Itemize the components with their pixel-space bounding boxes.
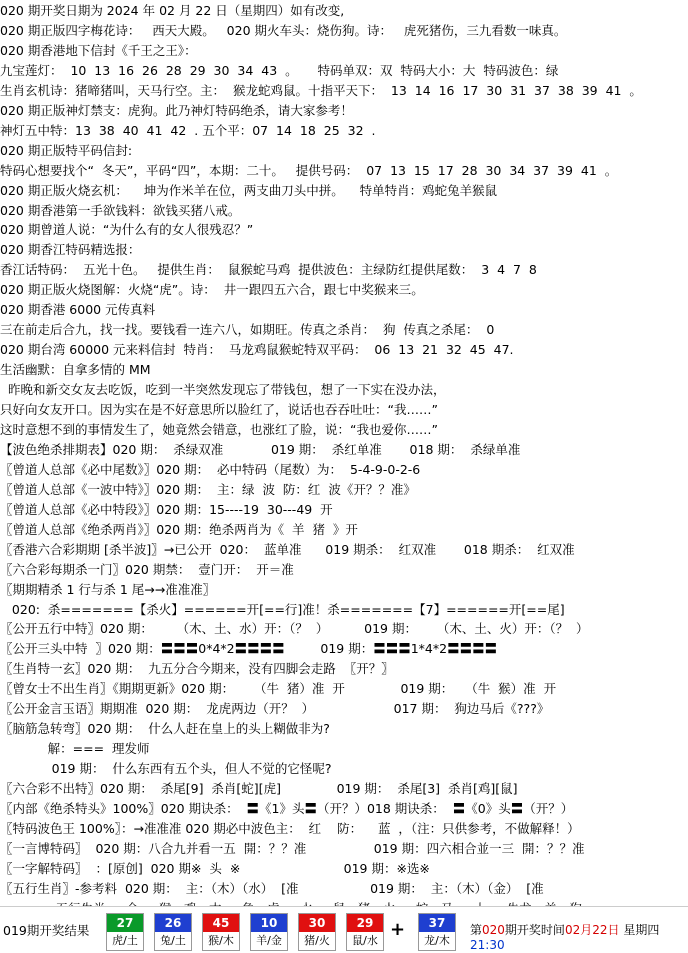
text-line: 〖脑筋急转弯〗020 期： 什么人赶在皇上的头上糊做非为? (0, 721, 330, 737)
result-ball-number: 45 (203, 914, 239, 932)
result-ball-number: 29 (347, 914, 383, 932)
result-ball-zodiac: 羊/金 (256, 934, 282, 947)
result-ball-zodiac: 兔/土 (160, 934, 186, 947)
text-line: 020 期曾道人说：“为什么有的女人很残忍？” (0, 222, 254, 238)
special-ball (418, 913, 456, 951)
result-ball (298, 913, 336, 951)
text-line: 020 期正版火烧图解：火烧“虎”。诗： 井一跟四五六合，跟七中奖猴来三。 (0, 282, 424, 298)
text-line: 这时意想不到的事情发生了，她竟然会错意，也涨红了脸，说：“我也爱你……” (0, 421, 438, 437)
text-line: 020 期台湾 60000 元来料信封 特肖： 马龙鸡鼠猴蛇特双平码： 06 13 21 32 45 47. (0, 342, 514, 358)
text-line: 【波色绝杀排期表】020 期： 杀绿双准 019 期： 杀红单准 018 期： 杀绿单准 (0, 441, 521, 457)
text-line: 〖六合彩不出特〗020 期： 杀尾[9] 杀肖[蛇][虎] 019 期： 杀尾[3] 杀肖[鸡][鼠] (0, 781, 518, 797)
next-draw-mid: 期开奖时间 (504, 923, 565, 937)
text-line: 生活幽默：自拿多情的 MM (0, 362, 151, 378)
next-draw-time: 21:30 (470, 938, 505, 952)
text-line: 〖公开五行中特〗020 期： （木、土、水）开：（？ ） 019 期： （木、土、火）开：（？ ） (0, 621, 589, 637)
result-ball (250, 913, 288, 951)
result-ball-zodiac: 猪/火 (304, 934, 330, 947)
text-line: 九宝莲灯： 10 13 16 26 28 29 30 34 43 。 特码单双：双 特码大小：大 特码波色：绿 (0, 62, 559, 78)
next-draw-date: 02月22日 (564, 923, 620, 937)
text-line: 020 期正版神灯禁支：虎狗。此乃神灯特码绝杀，请大家参考！ (0, 102, 353, 118)
text-line: 〖公开金言玉语〗期期准 020 期： 龙虎两边（开？ ） 017 期： 狗边马后《???》 (0, 701, 550, 717)
text-line: 020 期正版火烧玄机： 坤为作米羊在位，两支曲刀头中拼。 特单特肖：鸡蛇兔羊猴鼠 (0, 182, 498, 198)
result-ball-number: 27 (107, 914, 143, 932)
text-line: 020 期正版特平码信封: (0, 142, 133, 158)
text-line: 〖曾道人总部《必中尾数》〗020 期： 必中特码（尾数）为： 5-4-9-0-2-6 (0, 461, 421, 477)
text-line: 020 期正版四字梅花诗： 西天大殿。 020 期火车头：烧伤狗。诗： 虎死猪伤，三九看数一味真。 (0, 22, 567, 38)
text-line: 020 期香江特码精选报： (0, 242, 141, 258)
special-ball-number: 37 (419, 914, 455, 932)
text-line: 〖香港六合彩期期 [杀半波]〗→已公开 020： 蓝单准 019 期杀： 红双准 018 期杀： 红双准 (0, 541, 575, 557)
result-ball-zodiac: 虎/土 (112, 934, 138, 947)
next-draw-info (470, 921, 688, 952)
text-line: 〖曾道人总部《必中特段》〗020 期：15----19 30---49 开 (0, 501, 333, 517)
text-line: 020 期开奖日期为 2024 年 02 月 22 日（星期四）如有改变, (0, 3, 345, 18)
result-ball-zodiac: 猴/木 (208, 934, 234, 947)
special-ball-zodiac: 龙/木 (424, 934, 450, 947)
next-draw-weekday: 星期四 (623, 923, 660, 937)
text-line: 三在前走后合九，找一找。要钱看一连六八，如期旺。传真之杀肖： 狗 传真之杀尾： 0 (0, 322, 495, 338)
text-line: 解：=== 理发师 (0, 741, 150, 757)
text-line: 020 期香港第一手欲钱料：欲钱买猪八戒。 (0, 202, 241, 218)
next-draw-issue: 020 (482, 923, 505, 937)
text-line: 〖曾道人总部《绝杀两肖》〗020 期：绝杀两肖为《 羊 猪 》开 (0, 521, 358, 537)
plus-sign: + (390, 919, 406, 940)
result-ball-zodiac: 鼠/水 (352, 934, 378, 947)
text-line: 〖一言博特码〗 020 期：八合九并看一五 開：？？准 019 期：四六相合並一三 開：？？准 (0, 840, 585, 856)
text-line: 〖曾道人总部《一波中特》〗020 期： 主：绿 波 防：红 波《开？？准》 (0, 481, 416, 497)
result-ball-number: 30 (299, 914, 335, 932)
text-line: 〖生肖特一玄〗020 期： 九五分合今期来，没有四脚会走路 〖开？〗 (0, 661, 394, 677)
result-ball (202, 913, 240, 951)
text-line: 〖六合彩每期杀一门〗020 期禁： 壹门开： 开＝准 (0, 561, 294, 577)
text-line: 〖一字解特码〗 ：[原创] 020 期※ 头 ※ 019 期：※选※ (0, 860, 430, 876)
text-line: 020: 杀=======【杀火】======开[==行]准！杀=======【7】======开[==尾] (0, 601, 565, 617)
text-line: 〖期期精杀 1 行与杀 1 尾→→准准准〗 (0, 581, 216, 597)
text-line: 019 期： 什么东西有五个头，但人不觉的它怪呢? (0, 761, 332, 777)
text-line: 〖曾女士不出生肖〗《期期更新》020 期： （牛 猪）准 开 019 期： （牛 猴）准 开 (0, 681, 557, 697)
text-line: 020 期香港地下信封《千王之王》： (0, 42, 197, 58)
result-ball-number: 26 (155, 914, 191, 932)
text-line: 〖特码波色王 100%〗：→准准准 020 期必中波色主： 红 防： 蓝 ，（注：只供参考，不做解释！） (0, 820, 580, 836)
text-line: 020 期香港 6000 元传真料 (0, 302, 156, 318)
text-line: 生肖玄机诗：猪啼猪叫，天马行空。主： 猴龙蛇鸡鼠。十指平天下： 13 14 16 17 30 31 37 38 39 41 。 (0, 82, 642, 98)
next-draw-prefix: 第 (470, 923, 483, 937)
result-ball (154, 913, 192, 951)
text-line: 〖内部《绝杀特头》100%〗020 期诀杀： 〓《1》头〓（开？）018 期诀杀： 〓《0》头〓（开？） (0, 801, 574, 816)
text-line: 〖公开三头中特 〗020 期：〓〓〓0*4*2〓〓〓〓 019 期：〓〓〓1*4*2〓〓〓〓 (0, 641, 498, 657)
text-line: 〖五行生肖〗-参考料 020 期： 主：（木）（水） [准 019 期： 主：（木）（金） [准 (0, 880, 544, 896)
text-line: 香江话特码： 五光十色。 提供生肖： 鼠猴蛇马鸡 提供波色：主绿防红提供尾数： 3 4 7 8 (0, 262, 537, 278)
result-footer (0, 906, 688, 953)
result-ball (106, 913, 144, 951)
result-label: 019期开奖结果 (3, 923, 90, 938)
text-line: 昨晚和新交女友去吃饭，吃到一半突然发现忘了带钱包，想了一下实在没办法， (0, 382, 446, 398)
result-ball (346, 913, 384, 951)
text-line: 只好向女友开口。因为实在是不好意思所以脸红了，说话也吞吞吐吐：“我……” (0, 402, 438, 417)
result-ball-number: 10 (251, 914, 287, 932)
text-line: 特码心想要找个“ 冬天”，平码“四”，本期：二十。 提供号码： 07 13 15 17 28 30 34 37 39 41 。 (0, 162, 618, 178)
text-line: 神灯五中特：13 38 40 41 42 . 五个平：07 14 18 25 32 . (0, 122, 376, 138)
